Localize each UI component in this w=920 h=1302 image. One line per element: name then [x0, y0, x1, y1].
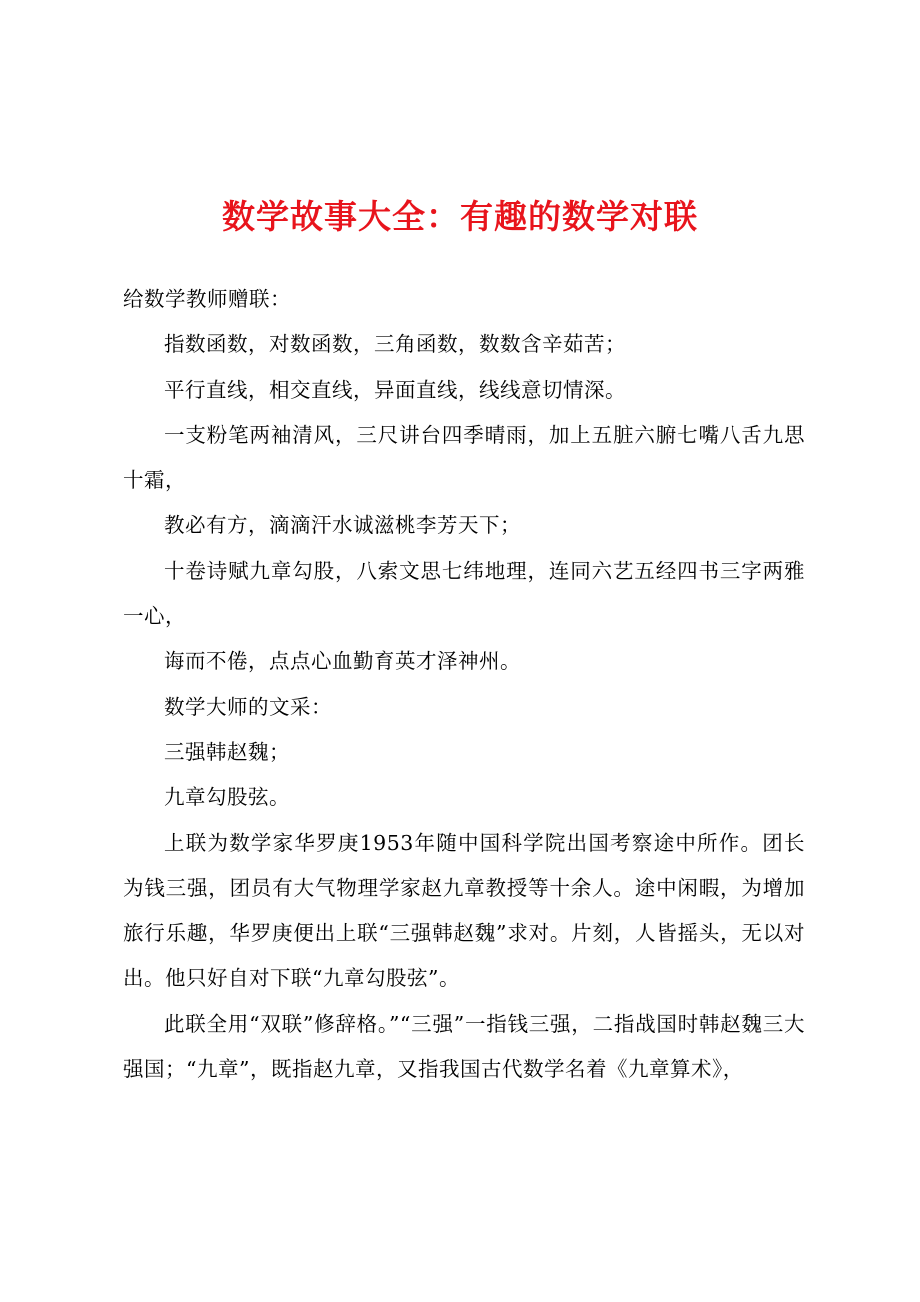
paragraph: 此联全用“双联”修辞格。”“三强”一指钱三强，二指战国时韩赵魏三大强国；“九章”，既指赵九章，又指我国古代数学名着《九章算术》，	[123, 1011, 805, 1082]
paragraph: 数学大师的文采：	[164, 694, 332, 719]
paragraph: 一支粉笔两袖清风，三尺讲台四季晴雨，加上五脏六腑七嘴八舌九思十霜，	[123, 422, 805, 493]
paragraph: 诲而不倦，点点心血勤育英才泽神州。	[164, 649, 521, 674]
paragraph: 三强韩赵魏；	[164, 739, 290, 764]
document-body	[123, 277, 805, 1092]
paragraph: 平行直线，相交直线，异面直线，线线意切情深。	[164, 377, 626, 402]
paragraph: 教必有方，滴滴汗水诚滋桃李芳天下；	[164, 513, 521, 538]
paragraph: 九章勾股弦。	[164, 785, 290, 810]
paragraph: 十卷诗赋九章勾股，八索文思七纬地理，连同六艺五经四书三字两雅一心，	[123, 558, 805, 629]
paragraph: 指数函数，对数函数，三角函数，数数含辛茹苦；	[164, 332, 626, 357]
document-title: 数学故事大全：有趣的数学对联	[222, 197, 698, 236]
paragraph: 给数学教师赠联：	[123, 287, 291, 311]
paragraph: 上联为数学家华罗庚1953年随中国科学院出国考察途中所作。团长为钱三强，团员有大气物理学家赵九章教授等十余人。途中闲暇，为增加旅行乐趣，华罗庚便出上联“三强韩赵魏”求对。片刻，人皆摇头，无以对出。他只好自对下联“九章勾股弦”。	[123, 830, 805, 991]
